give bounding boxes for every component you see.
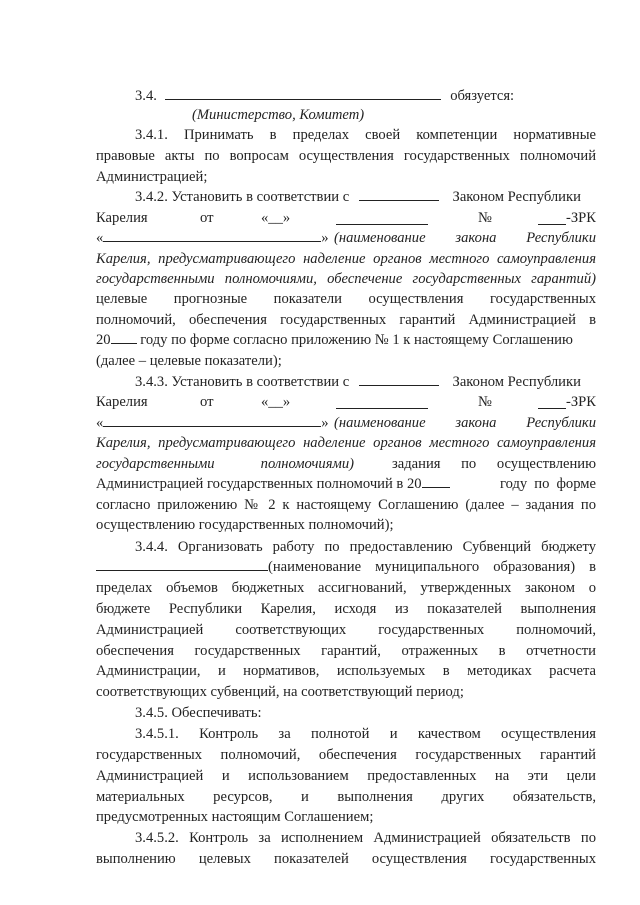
law-name-line	[96, 229, 596, 247]
text-segment: от	[200, 210, 214, 226]
line-3-4-3	[135, 373, 596, 391]
text-line: 3.4.4. Организовать работу по предоставлению Субвенций бюджету	[135, 539, 596, 555]
text-segment: государственными полномочиями)	[96, 456, 354, 472]
text-segment: №	[478, 394, 492, 410]
blank-field	[359, 188, 439, 201]
text-segment: 3.4.3. Установить в соответствии с	[135, 374, 350, 390]
blank-field	[336, 212, 428, 225]
text-segment: «	[96, 230, 104, 246]
text-line: Администрации, и нормативов, используемых в методиках расчета	[96, 663, 596, 679]
text-segment: 3.4.2. Установить в соответствии с	[135, 189, 350, 205]
text-line: выполнению целевых показателей осуществления государственных	[96, 851, 596, 867]
text-line: 3.4.5.2. Контроль за исполнением Администрацией обязательств по	[135, 830, 596, 846]
text-line: бюджете Республики Карелия, исходя из показателей выполнения	[96, 601, 596, 617]
law-ref-line	[96, 393, 596, 411]
text-segment: Законом Республики	[452, 189, 581, 205]
text-segment: №	[478, 210, 492, 226]
line-3-4-2	[135, 188, 596, 206]
blank-field	[422, 475, 450, 488]
law-name-line	[96, 414, 596, 432]
text-segment: «__»	[261, 210, 291, 226]
text-line: Администрацией соответствующих государственных полномочий,	[96, 622, 596, 638]
text-line: Карелия, предусматривающего наделение органов местного самоуправления	[96, 251, 596, 267]
text-line: Карелия, предусматривающего наделение органов местного самоуправления	[96, 435, 596, 451]
text-segment: от	[200, 394, 214, 410]
text-segment: «	[96, 415, 104, 431]
text-segment: (наименование муниципального образования) в	[268, 559, 596, 575]
text-line: государственными полномочиями, обеспечение государственных гарантий)	[96, 271, 596, 287]
text-segment: «__»	[261, 394, 291, 410]
clause-number: 3.4.	[135, 88, 157, 104]
text-line: (далее – целевые показатели);	[96, 353, 282, 369]
blank-field	[111, 331, 137, 344]
text-line: 3.4.5.1. Контроль за полнотой и качеством осуществления	[135, 726, 596, 742]
text-line: соответствующих субвенций, на соответствующий период;	[96, 684, 464, 700]
blank-field	[165, 87, 441, 100]
text-line: 3.4.1. Принимать в пределах своей компетенции нормативные	[135, 127, 596, 143]
text-line	[96, 455, 596, 473]
text-segment: 20	[96, 332, 111, 348]
text-segment: »	[321, 415, 329, 431]
year-line	[96, 331, 596, 349]
blank-field	[103, 414, 321, 427]
text-segment: обязуется:	[450, 88, 515, 104]
text-segment: Карелия	[96, 210, 148, 226]
blank-field	[96, 558, 268, 571]
text-segment: году по форме согласно приложению № 1 к настоящему Соглашению	[140, 332, 573, 348]
text-segment: году по форме	[500, 476, 596, 492]
text-segment: -ЗРК	[566, 210, 597, 226]
text-line: согласно приложению № 2 к настоящему Соглашению (далее – задания по	[96, 497, 596, 513]
text-segment: »	[321, 230, 329, 246]
text-segment: задания по осуществлению	[392, 456, 596, 472]
text-line: государственных полномочий, обеспечения государственных гарантий	[96, 747, 596, 763]
text-line: целевые прогнозные показатели осуществления государственных	[96, 291, 596, 307]
blank-field	[538, 396, 566, 409]
blank-field	[103, 229, 321, 242]
text-line: материальных ресурсов, и выполнения других обязательств,	[96, 789, 596, 805]
text-line: Администрацией;	[96, 169, 208, 185]
blank-field	[359, 373, 439, 386]
text-segment: Законом Республики	[452, 374, 581, 390]
text-line: осуществлению государственных полномочий);	[96, 517, 394, 533]
blank-field	[538, 212, 566, 225]
text-line: Администрацией и использованием предоставленных на эти цели	[96, 768, 596, 784]
year-line	[96, 475, 596, 493]
text-segment: Карелия	[96, 394, 148, 410]
text-segment: (наименование закона Республики	[334, 230, 596, 246]
text-segment: (наименование закона Республики	[334, 415, 596, 431]
text-line: предусмотренных настоящим Соглашением;	[96, 809, 374, 825]
line-3-4	[135, 87, 585, 105]
text-line: пределах объемов бюджетных ассигнований, утвержденных законом о	[96, 580, 596, 596]
text-line: правовые акты по вопросам осуществления государственных полномочий	[96, 148, 596, 164]
text-line: обеспечения государственных гарантий, отраженных в отчетности	[96, 643, 596, 659]
law-ref-line	[96, 209, 596, 227]
caption-ministry: (Министерство, Комитет)	[192, 107, 365, 123]
municipality-line	[96, 558, 596, 576]
text-segment: -ЗРК	[566, 394, 597, 410]
text-line: полномочий, обеспечения государственных гарантий Администрацией в	[96, 312, 596, 328]
blank-field	[336, 396, 428, 409]
text-segment: Администрацией государственных полномочий в 20	[96, 476, 422, 492]
text-line: 3.4.5. Обеспечивать:	[135, 705, 262, 721]
